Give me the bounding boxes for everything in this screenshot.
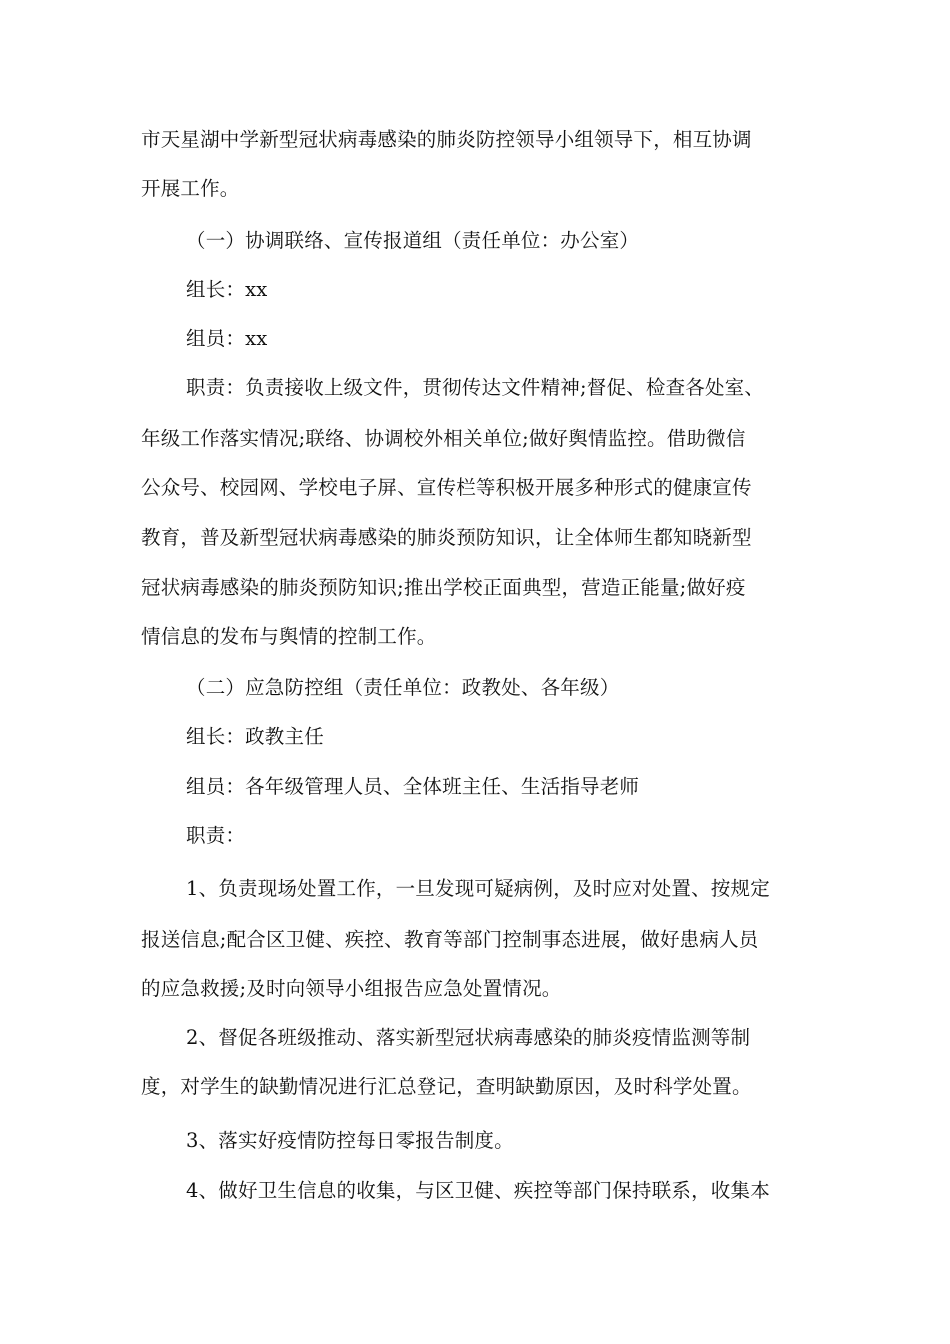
section-heading: （一）协调联络、宣传报道组（责任单位：办公室） (186, 229, 640, 252)
text-line: 组长：xx (186, 278, 268, 301)
text-line: 报送信息;配合区卫健、疾控、教育等部门控制事态进展，做好患病人员 (141, 928, 759, 951)
text-line: 开展工作。 (141, 177, 240, 200)
text-line: 3、落实好疫情防控每日零报告制度。 (186, 1129, 514, 1152)
text-line: 1、负责现场处置工作，一旦发现可疑病例，及时应对处置、按规定 (186, 877, 770, 900)
text-line: 职责：负责接收上级文件，贯彻传达文件精神;督促、检查各处室、 (186, 376, 765, 399)
text-line: 的应急救援;及时向领导小组报告应急处置情况。 (141, 977, 562, 1000)
text-line: 冠状病毒感染的肺炎预防知识;推出学校正面典型，营造正能量;做好疫 (141, 576, 746, 599)
text-line: 4、做好卫生信息的收集，与区卫健、疾控等部门保持联系，收集本 (186, 1179, 770, 1202)
text-line: 情信息的发布与舆情的控制工作。 (141, 625, 437, 648)
text-line: 组员：各年级管理人员、全体班主任、生活指导老师 (186, 775, 640, 798)
text-line: 度，对学生的缺勤情况进行汇总登记，查明缺勤原因，及时科学处置。 (141, 1075, 752, 1098)
text-line: 组员：xx (186, 327, 268, 350)
text-line: 年级工作落实情况;联络、协调校外相关单位;做好舆情监控。借助微信 (141, 427, 746, 450)
text-line: 2、督促各班级推动、落实新型冠状病毒感染的肺炎疫情监测等制 (186, 1026, 751, 1049)
section-heading: （二）应急防控组（责任单位：政教处、各年级） (186, 676, 620, 699)
text-line: 职责： (186, 824, 246, 847)
text-line: 组长：政教主任 (186, 725, 324, 748)
text-line: 教育，普及新型冠状病毒感染的肺炎预防知识，让全体师生都知晓新型 (141, 526, 752, 549)
text-line: 公众号、校园网、学校电子屏、宣传栏等积极开展多种形式的健康宣传 (141, 476, 752, 499)
text-line: 市天星湖中学新型冠状病毒感染的肺炎防控领导小组领导下，相互协调 (141, 128, 752, 151)
